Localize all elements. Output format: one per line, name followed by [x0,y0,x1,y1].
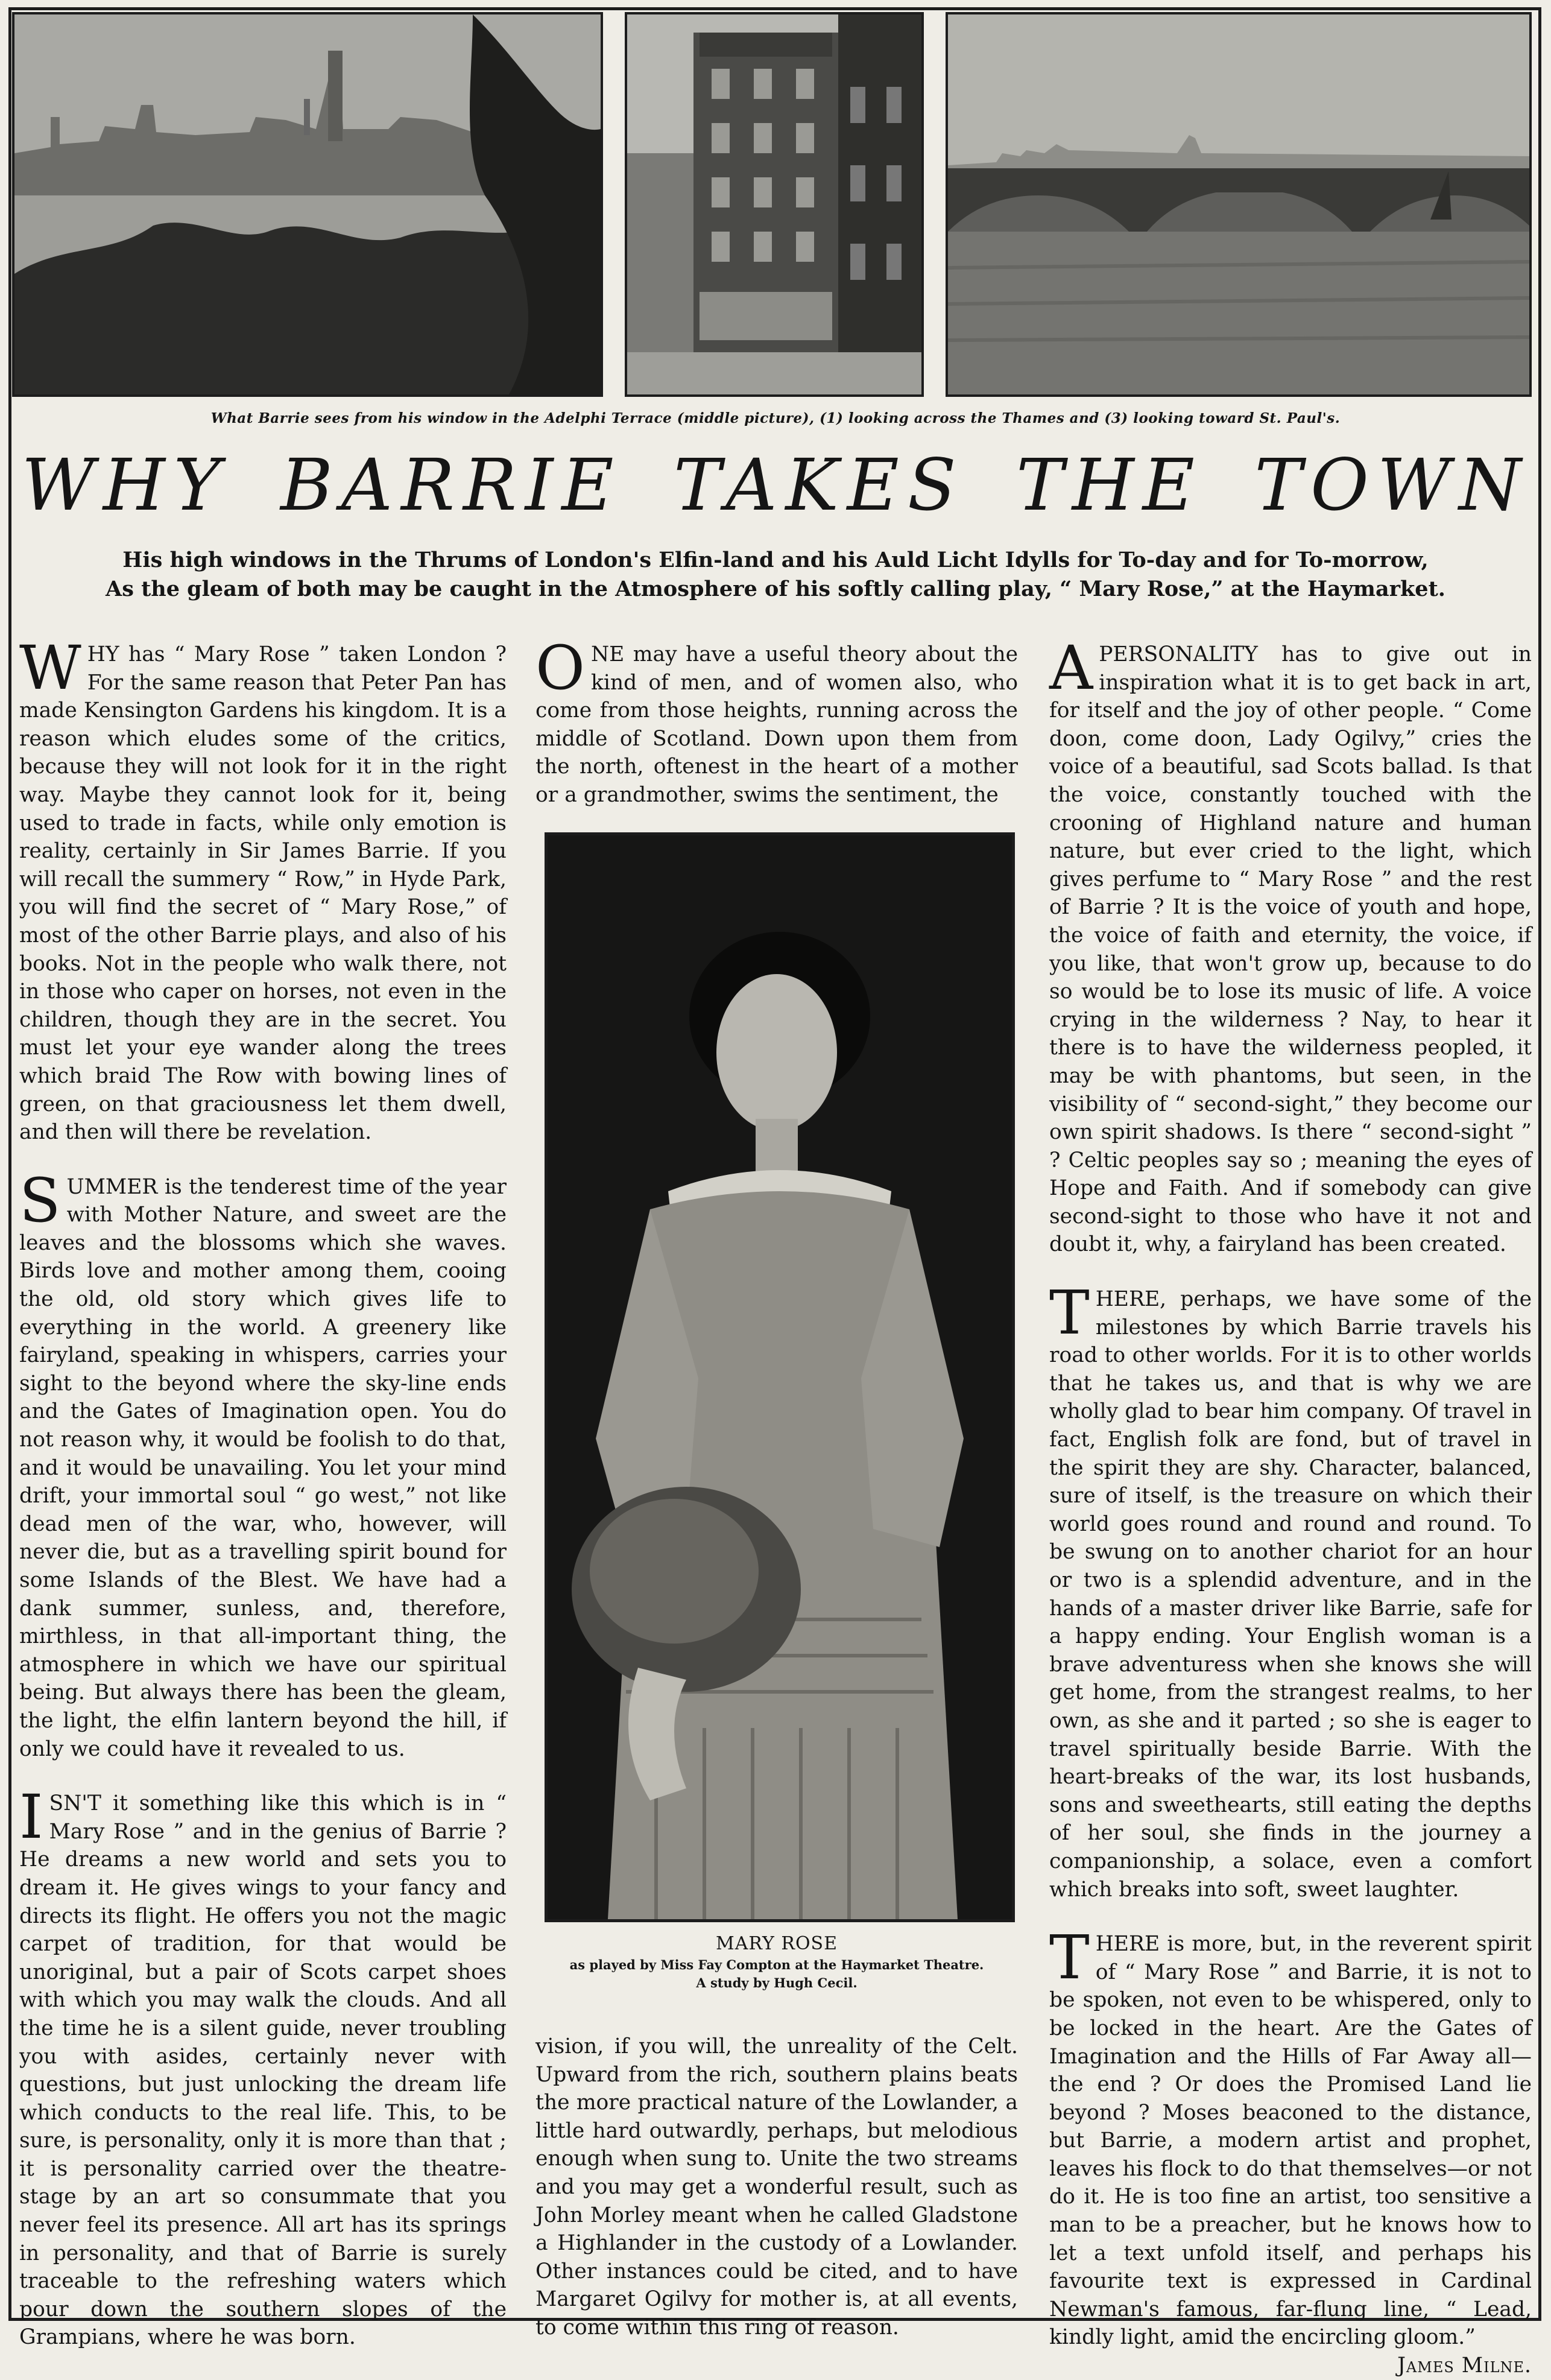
column2-paragraph-1 [535,633,1019,809]
portrait-caption [535,1933,1018,1990]
paragraph-text: is more, but, in the reverent spirit of “ Mary Rose ” and Barrie, it is not to be spoken, not even to be whispered, only to be locked in the heart. Are the Gates of Imagination and the Hills of Far Away all—the end ? Or does the Promised Land lie beyond ? Moses beaconed to the distance, but Barrie, a modern artist and prophet, leaves his flock to do that themselves—or not do it. He is too fine an artist, too sensitive a man to be a preacher, but he knows how to let a text unfold itself, and perhaps his favourite text is expressed in Cardinal Newman's famous, far-flung line, “ Lead, kindly light, amid the encircling gloom.” [1049,1932,1532,2350]
drop-cap: O [535,633,585,703]
drop-cap: T [1049,1277,1090,1349]
lead-in: UMMER [66,1174,158,1199]
column1-paragraph-2 [19,1165,507,1763]
lead-in: HERE, [1095,1287,1167,1312]
paragraph-text: is the tenderest time of the year with Mother Nature, and sweet are the leaves and the blossoms which she waves. Birds love and mother among them, cooing the old, old story which gives life to everything in the world. A greenery like fairyland, speaking in whispers, carries your sight to the beyond where the sky-line ends and the Gates of Imagination open. You do not reason why, it would be foolish to do that, and it would be unavailing. You let your mind drift, your immortal soul “ go west,” not like dead men of the war, who, however, will never die, but as a travelling spirit bound for some Islands of the Blest. We have had a dank summer, sunless, and, therefore, mirthless, in that all-important thing, the atmosphere in which we have our spiritual being. But always there has been the gleam, the light, the elfin lantern beyond the hill, if only we could have it revealed to us. [19,1174,507,1761]
column3-paragraph-2 [1049,1277,1532,1904]
paragraph-text: may have a useful theory about the kind of men, and of women also, who come from those heights, running across the middle of Scotland. Down upon them from the north, oftenest in the heart of a mother or a grandmother, swims the sentiment, the [535,642,1019,807]
photos-caption: What Barrie sees from his window in the Adelphi Terrace (middle picture), (1) looking across the Thames and (3) looking toward St. Paul's. [210,410,1341,426]
photo-toward-st-pauls [946,12,1532,397]
headline-title: WHY BARRIE TAKES THE TOWN [21,443,1530,527]
portrait-caption-sub-1: as played by Miss Fay Compton at the Haymarket Theatre. [569,1957,984,1972]
paragraph-text: has to give out in inspiration what it is to get back in art, for itself and the joy of other people. “ Come doon, come doon, Lady Ogilvy,” cries the voice of a beautiful, sad Scots ballad. Is that the voice, constantly touched with the crooning of Highland nature and human nature, but ever cried to the light, which gives perfume to “ Mary Rose ” and the rest of Barrie ? It is the voice of youth and hope, the voice of faith and eternity, the voice, if you like, that won't grow up, because to do so would be to lose its music of life. A voice crying in the wilderness ? Nay, to hear it there is to have the wilderness peopled, it may be with phantoms, but seen, in the visibility of “ second-sight,” they become our own spirit shadows. Is there “ second-sight ” ? Celtic peoples say so ; meaning the eyes of Hope and Faith. And if somebody can give second-sight to those who have it not and doubt it, why, a fairyland has been created. [1049,642,1532,1257]
column3-paragraph-1 [1049,633,1532,1259]
drop-cap: A [1049,633,1093,703]
drop-cap: S [19,1165,61,1236]
lead-in: HERE [1095,1932,1160,1957]
lead-in: HY [87,642,119,666]
drop-cap: T [1049,1922,1090,1993]
column-1 [19,633,507,2378]
portrait-caption-title: MARY ROSE [715,1933,838,1954]
photo-adelphi-terrace-image [627,14,921,394]
lead-in: PERSONALITY [1099,642,1258,666]
photo-adelphi-terrace [625,12,924,397]
paragraph-text: has “ Mary Rose ” taken London ? For the same reason that Peter Pan has made Kensington Gardens his kingdom. It is a reason which eludes some of the critics, because they will not look for it in the right way. Maybe they cannot look for it, being used to trade in facts, while only emotion is reality, certainly in Sir James Barrie. If you will recall the summery “ Row,” in Hyde Park, you will find the secret of “ Mary Rose,” of most of the other Barrie plays, and also of his books. Not in the people who walk there, not in those who caper on horses, not even in the children, though they are in the secret. You must let your eye wander along the trees which braid The Row with bowing lines of green, on that graciousness let them dwell, and then will there be revelation. [19,642,507,1145]
column-2 [535,633,1019,836]
column-3 [1049,633,1532,2380]
headline-subtitle [60,546,1491,604]
drop-cap: I [19,1782,43,1853]
portrait-mary-rose [545,832,1015,1922]
portrait-mary-rose-image [548,835,1012,1919]
portrait-caption-sub-2: A study by Hugh Cecil. [696,1975,858,1990]
column2-paragraph-2: vision, if you will, the unreality of the Celt. Upward from the rich, southern plains beats the more practical nature of the Lowlander, a little hard outwardly, perhaps, but melodious enough when sung to. Unite the two streams and you may get a wonderful result, such as John Morley meant when he called Gladstone a Highlander in the custody of a Lowlander. Other instances could be cited, and to have Margaret Ogilvy for mother is, at all events, to come within this ring of reason. [535,2034,1018,2340]
photo-across-thames [12,12,603,397]
column3-paragraph-3 [1049,1922,1532,2378]
subtitle-line-2: As the gleam of both may be caught in the Atmosphere of his softly calling play, “ Mary Rose,” at the Haymarket. [106,577,1445,601]
subtitle-line-1: His high windows in the Thrums of London's Elfin-land and his Auld Licht Idylls for To-day and for To-morrow, [122,548,1429,572]
photo-toward-st-pauls-image [948,14,1529,394]
column1-paragraph-3 [19,1782,507,2352]
lead-in: SN'T [49,1791,101,1816]
photo-across-thames-image [14,14,601,394]
lead-in: NE [590,642,625,666]
paragraph-text: it something like this which is in “ Mary Rose ” and in the genius of Barrie ? He dreams a new world and sets you to dream it. He gives wings to your fancy and directs its flight. He offers you not the magic carpet of tradition, for that would be unoriginal, but a pair of Scots carpet shoes with which you may walk the clouds. And all the time he is a silent guide, never troubling you with asides, certainly never with questions, but just unlocking the dream life which conducts to the real life. This, to be sure, is personality, only it is more than that ; it is personality carried over the theatre-stage by an art so consummate that you never feel its presence. All art has its springs in personality, and that of Barrie is surely traceable to the refreshing waters which pour down the southern slopes of the Grampians, where he was born. [19,1791,507,2350]
drop-cap: W [19,633,81,703]
column1-paragraph-1 [19,633,507,1147]
column-2-continued [535,2033,1018,2369]
author-signature: James Milne. [1397,2353,1532,2378]
paragraph-text: perhaps, we have some of the milestones by which Barrie travels his road to other worlds. For it is to other worlds that he takes us, and that is why we are wholly glad to bear him company. Of travel in fact, English folk are fond, but of travel in the spirit they are shy. Character, balanced, sure of itself, is the treasure on which their world goes round and round and round. To be swung on to another chariot for an hour or two is a splendid adventure, and in the hands of a master driver like Barrie, safe for a happy ending. Your English woman is a brave adventuress when she knows she will get home, from the strangest realms, to her own, as she and it parted ; so she is eager to travel spiritually beside Barrie. With the heart-breaks of the war, its lost husbands, sons and sweethearts, still eating the depths of her soul, she finds in the journey a companionship, a solace, even a comfort which breaks into soft, sweet laughter. [1049,1287,1532,1902]
